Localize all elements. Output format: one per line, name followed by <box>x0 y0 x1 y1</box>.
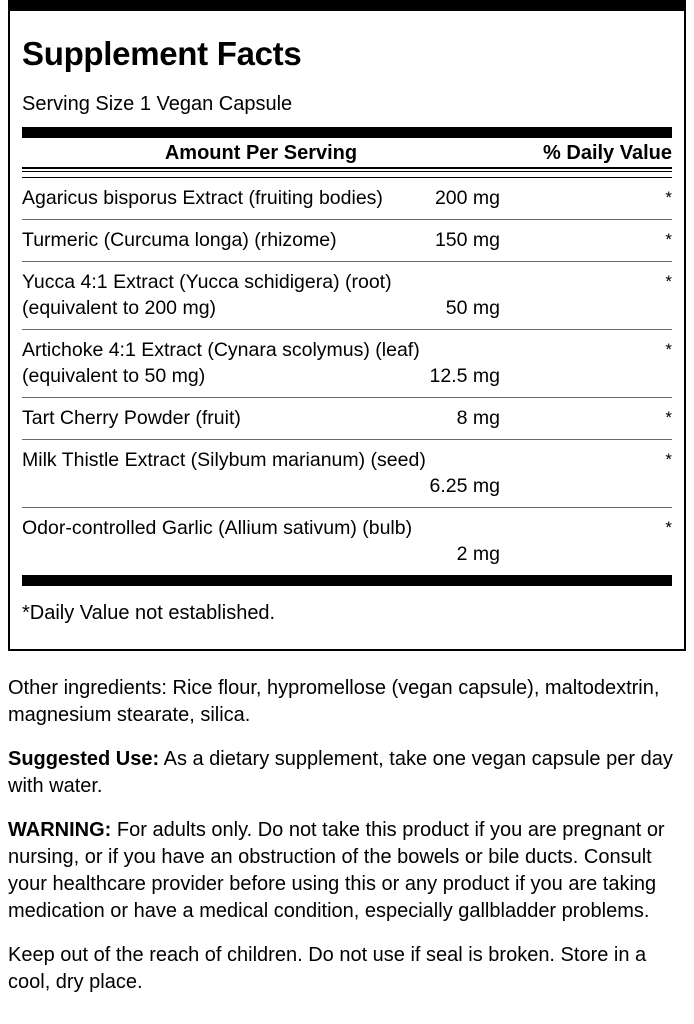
ingredient-name: Artichoke 4:1 Extract (Cynara scolymus) (leaf) <box>22 339 420 361</box>
daily-value-asterisk: * <box>665 272 672 291</box>
warning-text: For adults only. Do not take this product if you are pregnant or nursing, or if you have an obstruction of the bowels or bile ducts. Consult your healthcare provider before using this or any product if you are taking medication or have a medical condition, especially gallbladder problems. <box>8 819 665 922</box>
warning-label: WARNING: <box>8 819 112 841</box>
ingredient-amount: 50 mg <box>445 297 500 319</box>
ingredient-name-line2: (equivalent to 50 mg) <box>22 365 206 387</box>
ingredient-amount: 2 mg <box>456 543 500 565</box>
table-row <box>22 398 672 440</box>
ingredient-name: Turmeric (Curcuma longa) (rhizome) <box>22 229 337 251</box>
storage-note: Keep out of the reach of children. Do not use if seal is broken. Store in a cool, dry place. <box>8 944 647 993</box>
suggested-use <box>8 746 686 800</box>
table-row <box>22 262 672 330</box>
table-row <box>22 330 672 398</box>
suggested-use-label: Suggested Use: <box>8 748 160 770</box>
daily-value-asterisk: * <box>665 408 672 427</box>
ingredient-name: Milk Thistle Extract (Silybum marianum) (seed) <box>22 449 426 471</box>
table-row <box>22 508 672 575</box>
daily-value-asterisk: * <box>665 188 672 207</box>
suggested-use-text: As a dietary supplement, take one vegan capsule per day with water. <box>8 748 673 797</box>
ingredient-amount: 200 mg <box>434 187 500 209</box>
serving-size: Serving Size 1 Vegan Capsule <box>22 93 293 115</box>
warning <box>8 817 686 925</box>
supplement-info-text <box>8 675 686 996</box>
daily-value-asterisk: * <box>665 340 672 359</box>
table-header <box>22 138 672 169</box>
daily-value-asterisk: * <box>665 518 672 537</box>
table-row <box>22 178 672 220</box>
column-header-daily-value: % Daily Value <box>543 142 672 164</box>
ingredient-table <box>22 178 672 575</box>
panel-title: Supplement Facts <box>22 35 302 72</box>
ingredient-name: Agaricus bisporus Extract (fruiting bodies) <box>22 187 383 209</box>
ingredient-amount: 150 mg <box>434 229 500 251</box>
ingredient-amount: 12.5 mg <box>429 365 500 387</box>
thick-divider-bottom <box>22 575 672 586</box>
supplement-facts-panel <box>8 0 686 651</box>
thick-divider-top <box>22 127 672 138</box>
ingredient-name-line2: (equivalent to 200 mg) <box>22 297 217 319</box>
header-double-rule <box>22 171 672 178</box>
ingredient-name: Yucca 4:1 Extract (Yucca schidigera) (root) <box>22 271 392 293</box>
column-header-amount: Amount Per Serving <box>164 142 358 164</box>
ingredient-name: Odor-controlled Garlic (Allium sativum) (bulb) <box>22 517 413 539</box>
daily-value-footnote: *Daily Value not established. <box>22 602 276 624</box>
daily-value-asterisk: * <box>665 230 672 249</box>
other-ingredients: Other ingredients: Rice flour, hypromellose (vegan capsule), maltodextrin, magnesium stearate, silica. <box>8 677 660 726</box>
table-row <box>22 220 672 262</box>
table-row <box>22 440 672 508</box>
ingredient-amount: 8 mg <box>456 407 500 429</box>
ingredient-name: Tart Cherry Powder (fruit) <box>22 407 241 429</box>
daily-value-asterisk: * <box>665 450 672 469</box>
ingredient-amount: 6.25 mg <box>429 475 500 497</box>
